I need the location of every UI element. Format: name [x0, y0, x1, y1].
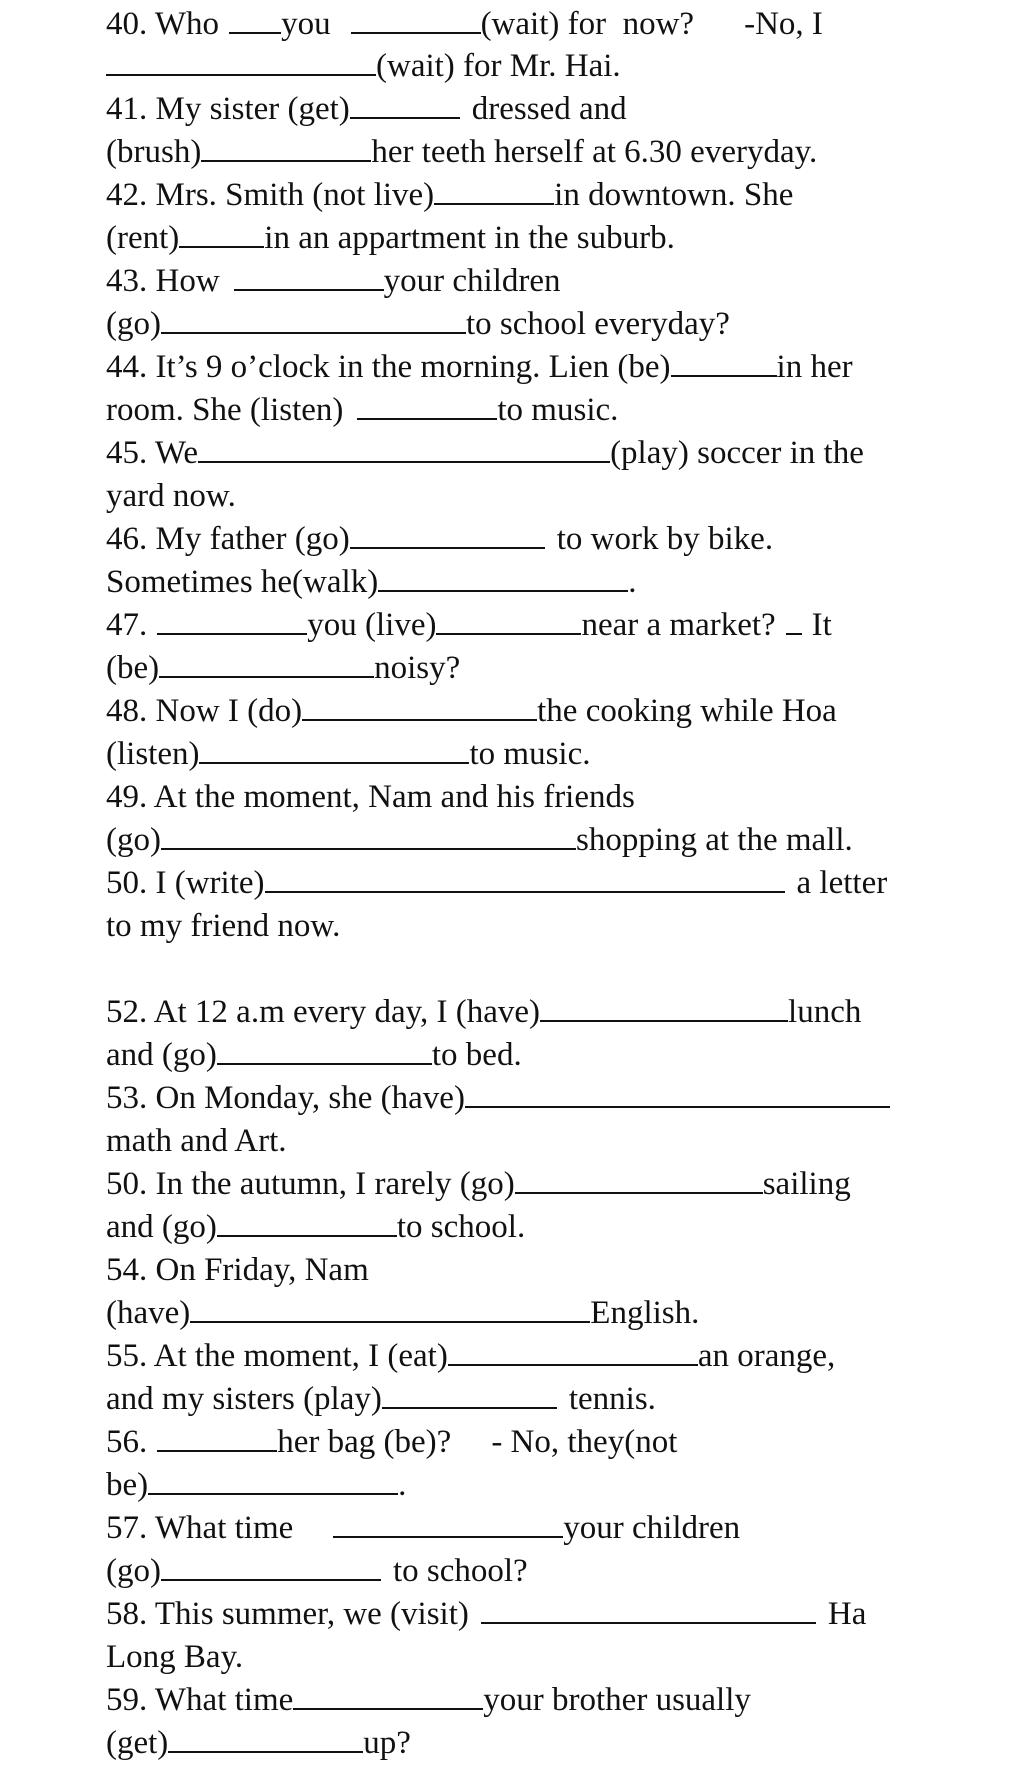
answer-blank[interactable]: [161, 1551, 381, 1581]
exercise-50b-line-1: [106, 1164, 851, 1204]
exercise-text: to music.: [497, 392, 619, 428]
exercise-text: 46. My father (go): [106, 521, 350, 557]
answer-blank[interactable]: [198, 433, 610, 463]
exercise-text: English.: [590, 1295, 700, 1331]
exercise-text: 52. At 12 a.m every day, I (have): [106, 994, 541, 1030]
answer-blank[interactable]: [436, 605, 581, 635]
exercise-text: dressed and: [471, 91, 627, 127]
exercise-43-line-2: [106, 304, 730, 344]
exercise-text: (rent): [106, 220, 180, 256]
answer-blank[interactable]: [159, 648, 374, 678]
exercise-46-line-1: [106, 519, 773, 559]
exercise-text: (go): [106, 306, 161, 342]
exercise-text: to school.: [396, 1209, 526, 1245]
exercise-40-line-2: [106, 46, 621, 86]
exercise-text: yard now.: [106, 478, 236, 514]
answer-blank[interactable]: [515, 1164, 763, 1194]
exercise-text: It: [811, 607, 832, 643]
answer-blank[interactable]: [265, 863, 785, 893]
exercise-text: you: [281, 6, 331, 42]
answer-blank[interactable]: [350, 519, 545, 549]
answer-blank[interactable]: [199, 734, 469, 764]
exercise-text: tennis.: [568, 1381, 656, 1417]
answer-blank[interactable]: [234, 261, 384, 291]
exercise-59-line-1: [106, 1680, 751, 1720]
answer-blank[interactable]: [106, 46, 376, 76]
exercise-text: 57. What time: [106, 1510, 294, 1546]
exercise-text: to music.: [469, 736, 591, 772]
exercise-42-line-1: [106, 175, 793, 215]
answer-blank[interactable]: [229, 4, 281, 34]
exercise-52-line-1: [106, 992, 861, 1032]
exercise-text: noisy?: [374, 650, 461, 686]
answer-blank[interactable]: [465, 1078, 890, 1108]
answer-blank[interactable]: [382, 1379, 557, 1409]
exercise-text: 53. On Monday, she (have): [106, 1080, 465, 1116]
exercise-text: 41. My sister (get): [106, 91, 350, 127]
exercise-text: to bed.: [431, 1037, 522, 1073]
exercise-text: to my friend now.: [106, 908, 341, 944]
exercise-text: near a market?: [581, 607, 776, 643]
exercise-55-line-2: [106, 1379, 656, 1419]
exercise-text: 50. In the autumn, I rarely (go): [106, 1166, 515, 1202]
exercise-50b-line-2: [106, 1207, 525, 1247]
exercise-text: shopping at the mall.: [575, 822, 853, 858]
exercise-text: your children: [563, 1510, 741, 1546]
exercise-text: to school?: [392, 1553, 528, 1589]
exercise-57-line-1: [106, 1508, 740, 1548]
exercise-text: (go): [106, 822, 161, 858]
answer-blank[interactable]: [434, 175, 554, 205]
exercise-text: 48. Now I (do): [106, 693, 303, 729]
exercise-text: Ha: [827, 1596, 867, 1632]
answer-blank[interactable]: [481, 1594, 816, 1624]
exercise-text: in her: [776, 349, 853, 385]
answer-blank[interactable]: [671, 347, 777, 377]
answer-blank[interactable]: [540, 992, 788, 1022]
exercise-text: math and Art.: [106, 1123, 287, 1159]
answer-blank[interactable]: [786, 605, 802, 635]
exercise-text: 49. At the moment, Nam and his friends: [106, 779, 635, 815]
exercise-54-line-2: [106, 1293, 699, 1333]
exercise-57-line-2: [106, 1551, 528, 1591]
exercise-text: to work by bike.: [556, 521, 774, 557]
answer-blank[interactable]: [161, 820, 576, 850]
exercise-text: up?: [363, 1725, 411, 1761]
answer-blank[interactable]: [161, 304, 466, 334]
exercise-text: you (live): [307, 607, 437, 643]
answer-blank[interactable]: [217, 1035, 432, 1065]
exercise-text: (play) soccer in the: [610, 435, 864, 471]
exercise-text: .: [398, 1467, 407, 1503]
exercise-53-line-2: [106, 1121, 287, 1161]
answer-blank[interactable]: [157, 1422, 277, 1452]
exercise-text: (have): [106, 1295, 191, 1331]
answer-blank[interactable]: [351, 4, 481, 34]
exercise-50-line-1: [106, 863, 887, 903]
exercise-text: 45. We: [106, 435, 199, 471]
exercise-text: (be): [106, 650, 160, 686]
exercise-text: sailing: [762, 1166, 851, 1202]
exercise-text: 58. This summer, we (visit): [106, 1596, 469, 1632]
answer-blank[interactable]: [350, 89, 460, 119]
exercise-text: .: [628, 564, 637, 600]
exercise-text: (wait) for Mr. Hai.: [376, 48, 621, 84]
exercise-text: 50. I (write): [106, 865, 265, 901]
answer-blank[interactable]: [448, 1336, 698, 1366]
exercise-text: (listen): [106, 736, 200, 772]
exercise-44-line-2: [106, 390, 618, 430]
exercise-text: lunch: [788, 994, 862, 1030]
exercise-text: your brother usually: [483, 1682, 751, 1718]
exercise-text: and (go): [106, 1209, 217, 1245]
exercise-text: 47.: [106, 607, 148, 643]
answer-blank[interactable]: [217, 1207, 397, 1237]
exercise-text: Sometimes he(walk): [106, 564, 379, 600]
exercise-49-line-2: [106, 820, 853, 860]
answer-blank[interactable]: [201, 132, 371, 162]
exercise-text: (get): [106, 1725, 169, 1761]
exercise-50-line-2: [106, 906, 340, 946]
exercise-text: and (go): [106, 1037, 217, 1073]
exercise-text: a letter: [796, 865, 888, 901]
answer-blank[interactable]: [333, 1508, 563, 1538]
exercise-text: her bag (be)?: [277, 1424, 452, 1460]
exercise-text: 44. It’s 9 o’clock in the morning. Lien (be): [106, 349, 671, 385]
exercise-49-line-1: [106, 777, 635, 817]
exercise-56-line-2: [106, 1465, 406, 1505]
exercise-42-line-2: [106, 218, 675, 258]
exercise-48-line-2: [106, 734, 590, 774]
exercise-59-line-2: [106, 1723, 411, 1763]
exercise-text: be): [106, 1467, 149, 1503]
exercise-41-line-1: [106, 89, 627, 129]
exercise-text: (go): [106, 1553, 161, 1589]
answer-blank[interactable]: [168, 1723, 363, 1753]
answer-blank[interactable]: [190, 1293, 590, 1323]
exercise-45-line-2: [106, 476, 236, 516]
exercise-text: Long Bay.: [106, 1639, 244, 1675]
exercise-54-line-1: [106, 1250, 369, 1290]
exercise-56-line-1: [106, 1422, 677, 1462]
exercise-47-line-2: [106, 648, 460, 688]
exercise-52-line-2: [106, 1035, 522, 1075]
exercise-text: - No, they(not: [491, 1424, 678, 1460]
exercise-text: -No, I: [744, 6, 823, 42]
exercise-58-line-2: [106, 1637, 243, 1677]
exercise-53-line-1: [106, 1078, 890, 1118]
answer-blank[interactable]: [378, 562, 628, 592]
exercise-46-line-2: [106, 562, 636, 602]
answer-blank[interactable]: [179, 218, 264, 248]
exercise-text: in an appartment in the suburb.: [264, 220, 675, 256]
exercise-text: her teeth herself at 6.30 everyday.: [371, 134, 818, 170]
exercise-text: 56.: [106, 1424, 148, 1460]
exercise-text: 43. How: [106, 263, 220, 299]
answer-blank[interactable]: [148, 1465, 398, 1495]
exercise-text: (brush): [106, 134, 202, 170]
exercise-text: in downtown. She: [554, 177, 794, 213]
exercise-text: 59. What time: [106, 1682, 294, 1718]
answer-blank[interactable]: [357, 390, 497, 420]
exercise-text: 42. Mrs. Smith (not live): [106, 177, 435, 213]
exercise-58-line-1: [106, 1594, 866, 1634]
exercise-47-line-1: [106, 605, 832, 645]
exercise-text: the cooking while Hoa: [537, 693, 837, 729]
exercise-text: (wait) for now?: [480, 6, 695, 42]
exercise-55-line-1: [106, 1336, 835, 1376]
exercise-text: 40. Who: [106, 6, 220, 42]
exercise-41-line-2: [106, 132, 817, 172]
exercise-text: and my sisters (play): [106, 1381, 382, 1417]
exercise-text: 55. At the moment, I (eat): [106, 1338, 448, 1374]
exercise-text: an orange,: [697, 1338, 836, 1374]
exercise-45-line-1: [106, 433, 864, 473]
exercise-text: to school everyday?: [465, 306, 730, 342]
exercise-text: your children: [383, 263, 561, 299]
answer-blank[interactable]: [293, 1680, 483, 1710]
exercise-44-line-1: [106, 347, 853, 387]
answer-blank[interactable]: [157, 605, 307, 635]
exercise-40-line-1: [106, 4, 823, 44]
exercise-48-line-1: [106, 691, 837, 731]
exercise-43-line-1: [106, 261, 561, 301]
exercise-text: 54. On Friday, Nam: [106, 1252, 369, 1288]
exercise-text: room. She (listen): [106, 392, 344, 428]
answer-blank[interactable]: [302, 691, 537, 721]
